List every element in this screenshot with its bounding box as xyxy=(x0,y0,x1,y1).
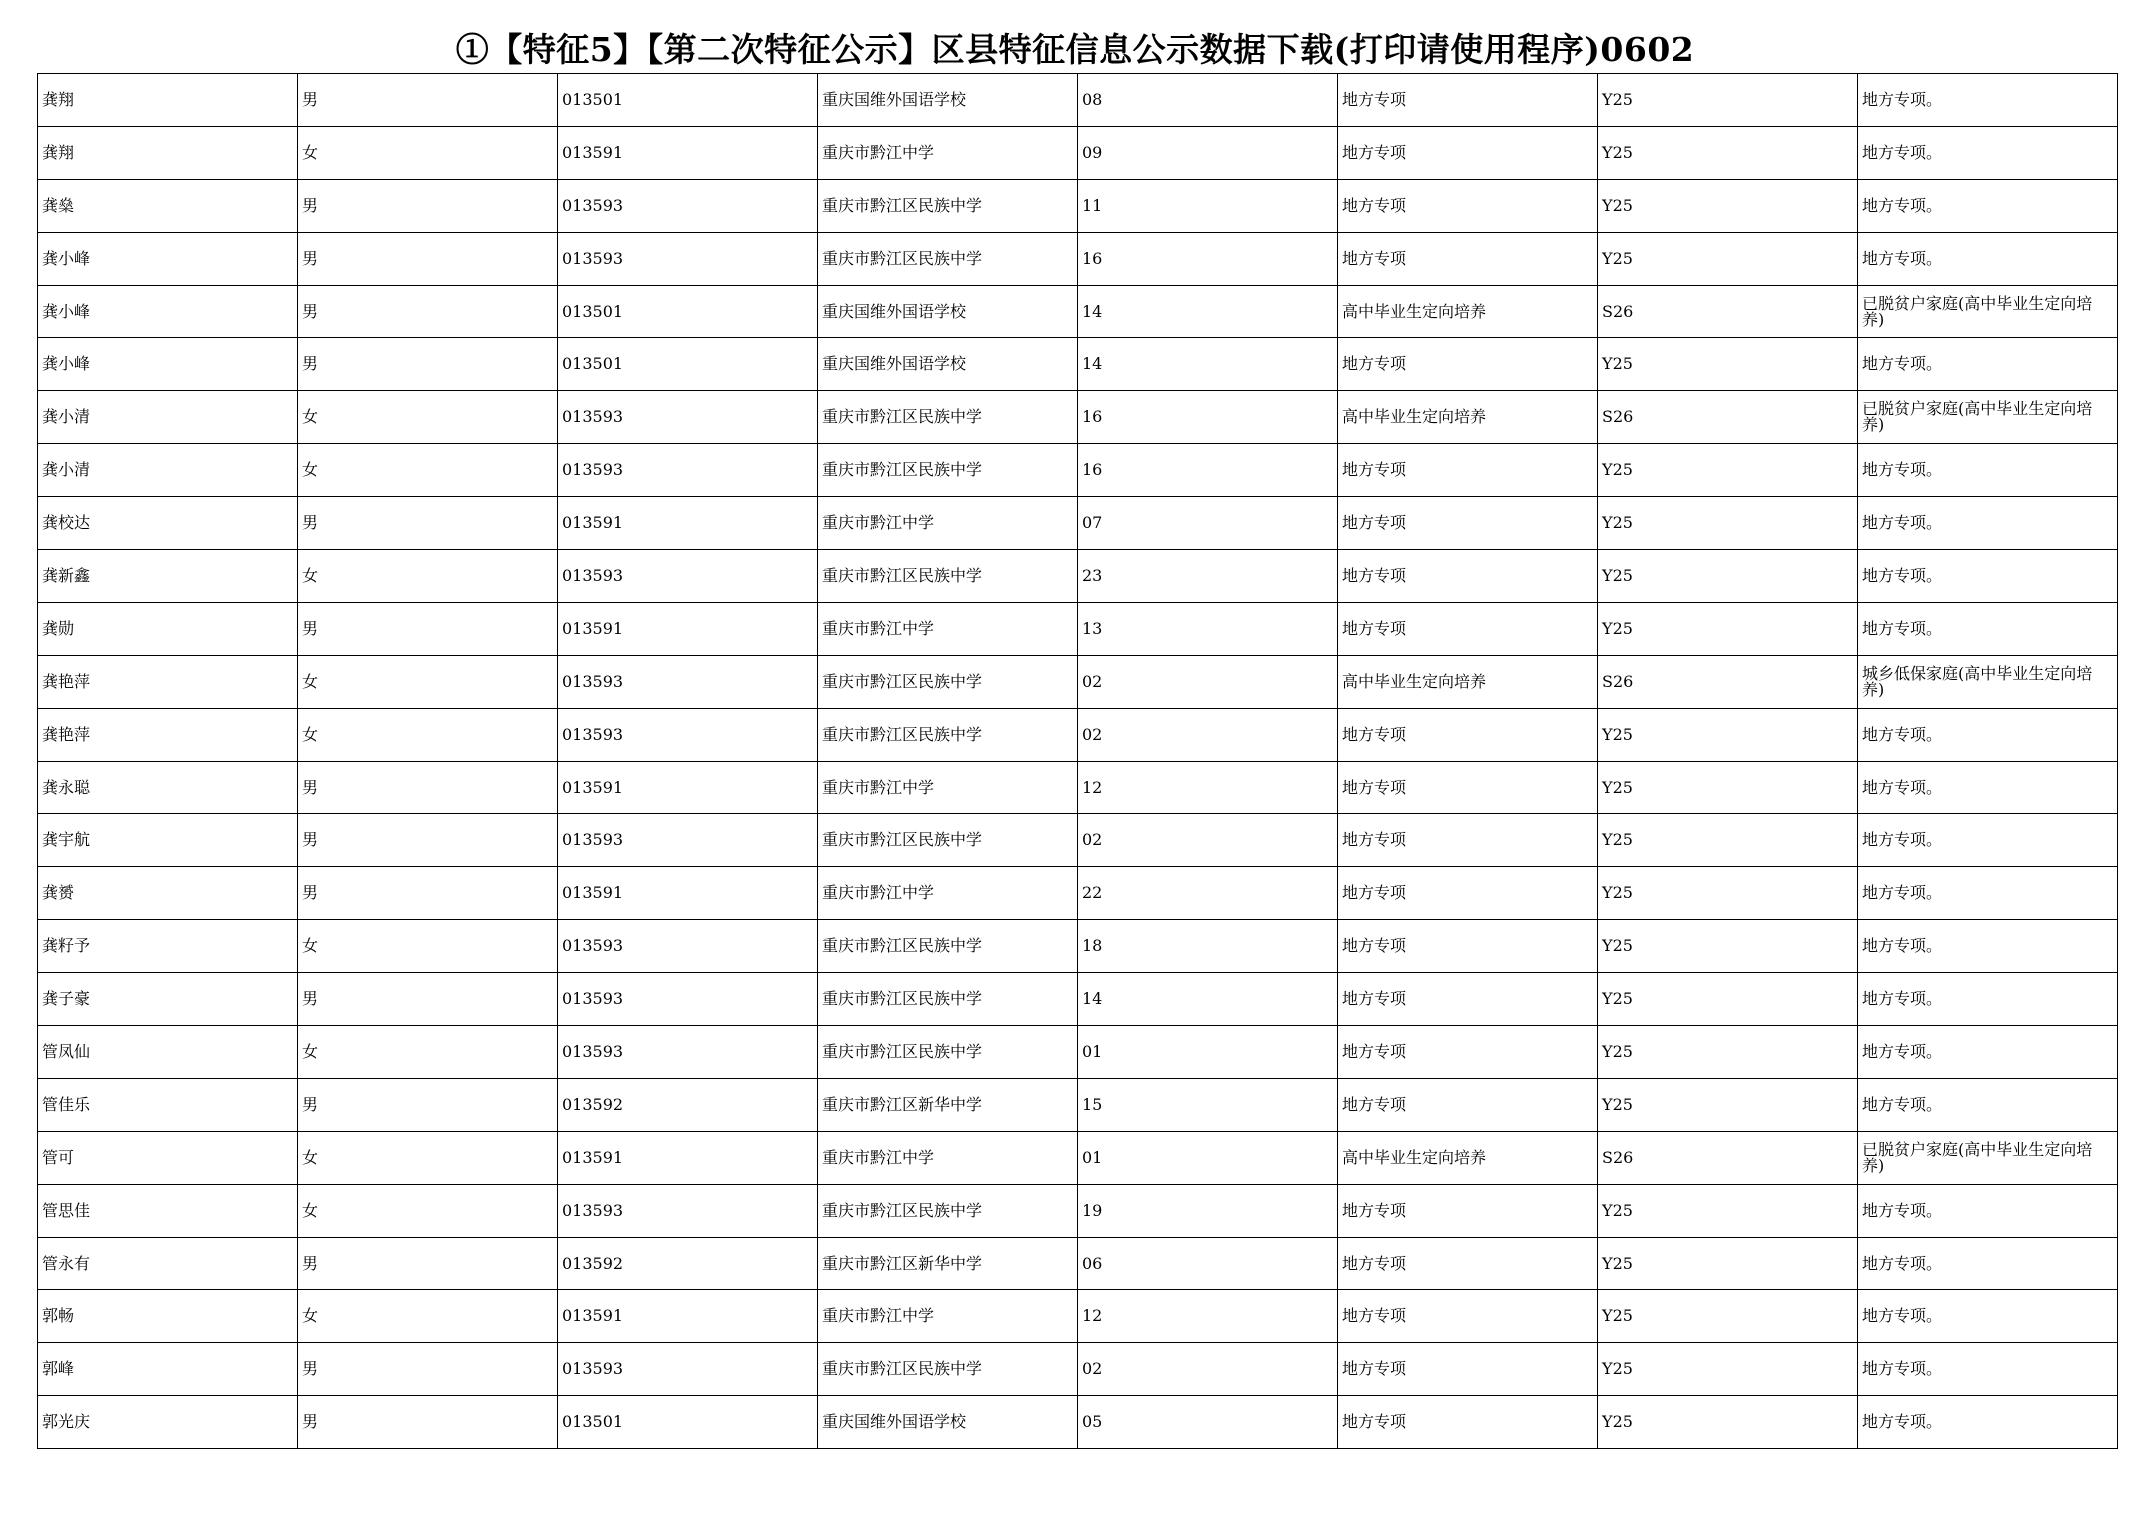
gender-cell: 女 xyxy=(298,1184,558,1237)
class-number-cell: 01 xyxy=(1078,1131,1338,1184)
code-cell: Y25 xyxy=(1598,1343,1858,1396)
table-row xyxy=(38,867,2118,920)
category-cell: 地方专项 xyxy=(1338,338,1598,391)
class-number-cell: 02 xyxy=(1078,814,1338,867)
gender-cell: 男 xyxy=(298,1078,558,1131)
school-cell: 重庆市黔江中学 xyxy=(818,1290,1078,1343)
class-number-cell: 14 xyxy=(1078,338,1338,391)
remark-cell: 地方专项。 xyxy=(1858,444,2118,497)
code-cell: Y25 xyxy=(1598,602,1858,655)
class-number-cell: 16 xyxy=(1078,391,1338,444)
remark-cell: 地方专项。 xyxy=(1858,126,2118,179)
school-code-cell: 013592 xyxy=(558,1237,818,1290)
table-row xyxy=(38,1290,2118,1343)
name-cell: 龚艳萍 xyxy=(38,708,298,761)
school-code-cell: 013593 xyxy=(558,232,818,285)
school-cell: 重庆市黔江区民族中学 xyxy=(818,814,1078,867)
school-cell: 重庆国维外国语学校 xyxy=(818,285,1078,338)
category-cell: 地方专项 xyxy=(1338,232,1598,285)
gender-cell: 女 xyxy=(298,444,558,497)
school-code-cell: 013593 xyxy=(558,655,818,708)
school-cell: 重庆市黔江区新华中学 xyxy=(818,1237,1078,1290)
school-code-cell: 013593 xyxy=(558,708,818,761)
category-cell: 地方专项 xyxy=(1338,74,1598,127)
gender-cell: 女 xyxy=(298,126,558,179)
remark-cell: 已脱贫户家庭(高中毕业生定向培养) xyxy=(1858,1131,2118,1184)
code-cell: Y25 xyxy=(1598,1290,1858,1343)
school-code-cell: 013501 xyxy=(558,338,818,391)
name-cell: 龚翔 xyxy=(38,126,298,179)
table-row xyxy=(38,444,2118,497)
category-cell: 地方专项 xyxy=(1338,602,1598,655)
remark-cell: 地方专项。 xyxy=(1858,1026,2118,1079)
school-cell: 重庆市黔江区民族中学 xyxy=(818,179,1078,232)
table-row xyxy=(38,126,2118,179)
gender-cell: 男 xyxy=(298,338,558,391)
category-cell: 地方专项 xyxy=(1338,497,1598,550)
school-cell: 重庆国维外国语学校 xyxy=(818,338,1078,391)
remark-cell: 地方专项。 xyxy=(1858,1078,2118,1131)
remark-cell: 地方专项。 xyxy=(1858,920,2118,973)
code-cell: S26 xyxy=(1598,1131,1858,1184)
table-row xyxy=(38,1026,2118,1079)
school-code-cell: 013593 xyxy=(558,179,818,232)
remark-cell: 城乡低保家庭(高中毕业生定向培养) xyxy=(1858,655,2118,708)
remark-cell: 地方专项。 xyxy=(1858,867,2118,920)
name-cell: 郭光庆 xyxy=(38,1396,298,1449)
name-cell: 龚小峰 xyxy=(38,338,298,391)
gender-cell: 女 xyxy=(298,1026,558,1079)
gender-cell: 女 xyxy=(298,655,558,708)
table-row xyxy=(38,1237,2118,1290)
name-cell: 龚新鑫 xyxy=(38,550,298,603)
remark-cell: 已脱贫户家庭(高中毕业生定向培养) xyxy=(1858,391,2118,444)
class-number-cell: 12 xyxy=(1078,761,1338,814)
category-cell: 地方专项 xyxy=(1338,444,1598,497)
school-code-cell: 013593 xyxy=(558,920,818,973)
remark-cell: 已脱贫户家庭(高中毕业生定向培养) xyxy=(1858,285,2118,338)
class-number-cell: 11 xyxy=(1078,179,1338,232)
code-cell: Y25 xyxy=(1598,232,1858,285)
name-cell: 龚籽予 xyxy=(38,920,298,973)
code-cell: Y25 xyxy=(1598,973,1858,1026)
gender-cell: 男 xyxy=(298,814,558,867)
name-cell: 管凤仙 xyxy=(38,1026,298,1079)
school-code-cell: 013591 xyxy=(558,867,818,920)
gender-cell: 女 xyxy=(298,550,558,603)
gender-cell: 男 xyxy=(298,232,558,285)
name-cell: 龚小清 xyxy=(38,391,298,444)
school-cell: 重庆市黔江区民族中学 xyxy=(818,973,1078,1026)
table-row xyxy=(38,1396,2118,1449)
table-row xyxy=(38,602,2118,655)
school-cell: 重庆国维外国语学校 xyxy=(818,74,1078,127)
school-code-cell: 013591 xyxy=(558,497,818,550)
gender-cell: 男 xyxy=(298,1237,558,1290)
category-cell: 高中毕业生定向培养 xyxy=(1338,285,1598,338)
name-cell: 管永有 xyxy=(38,1237,298,1290)
class-number-cell: 06 xyxy=(1078,1237,1338,1290)
school-cell: 重庆国维外国语学校 xyxy=(818,1396,1078,1449)
table-row xyxy=(38,1343,2118,1396)
table-row xyxy=(38,497,2118,550)
school-code-cell: 013593 xyxy=(558,973,818,1026)
code-cell: Y25 xyxy=(1598,444,1858,497)
table-row xyxy=(38,550,2118,603)
school-cell: 重庆市黔江区民族中学 xyxy=(818,1026,1078,1079)
gender-cell: 女 xyxy=(298,1131,558,1184)
school-code-cell: 013593 xyxy=(558,444,818,497)
name-cell: 管可 xyxy=(38,1131,298,1184)
category-cell: 地方专项 xyxy=(1338,973,1598,1026)
table-row xyxy=(38,232,2118,285)
remark-cell: 地方专项。 xyxy=(1858,814,2118,867)
class-number-cell: 13 xyxy=(1078,602,1338,655)
name-cell: 龚永聪 xyxy=(38,761,298,814)
name-cell: 龚艳萍 xyxy=(38,655,298,708)
code-cell: S26 xyxy=(1598,285,1858,338)
remark-cell: 地方专项。 xyxy=(1858,1343,2118,1396)
school-code-cell: 013593 xyxy=(558,550,818,603)
class-number-cell: 02 xyxy=(1078,655,1338,708)
remark-cell: 地方专项。 xyxy=(1858,550,2118,603)
school-cell: 重庆市黔江区民族中学 xyxy=(818,232,1078,285)
table-row xyxy=(38,391,2118,444)
category-cell: 地方专项 xyxy=(1338,1396,1598,1449)
category-cell: 地方专项 xyxy=(1338,1237,1598,1290)
table-row xyxy=(38,1078,2118,1131)
table-row xyxy=(38,74,2118,127)
school-cell: 重庆市黔江区民族中学 xyxy=(818,1184,1078,1237)
name-cell: 龚宇航 xyxy=(38,814,298,867)
table-row xyxy=(38,1131,2118,1184)
category-cell: 地方专项 xyxy=(1338,1078,1598,1131)
remark-cell: 地方专项。 xyxy=(1858,761,2118,814)
code-cell: Y25 xyxy=(1598,179,1858,232)
school-code-cell: 013593 xyxy=(558,1026,818,1079)
code-cell: Y25 xyxy=(1598,126,1858,179)
school-cell: 重庆市黔江区民族中学 xyxy=(818,391,1078,444)
school-code-cell: 013591 xyxy=(558,1290,818,1343)
gender-cell: 男 xyxy=(298,1396,558,1449)
school-code-cell: 013591 xyxy=(558,1131,818,1184)
school-code-cell: 013593 xyxy=(558,1343,818,1396)
school-cell: 重庆市黔江中学 xyxy=(818,126,1078,179)
class-number-cell: 16 xyxy=(1078,232,1338,285)
class-number-cell: 09 xyxy=(1078,126,1338,179)
table-row xyxy=(38,179,2118,232)
school-cell: 重庆市黔江区民族中学 xyxy=(818,655,1078,708)
gender-cell: 男 xyxy=(298,602,558,655)
name-cell: 龚赟 xyxy=(38,867,298,920)
code-cell: Y25 xyxy=(1598,1184,1858,1237)
table-row xyxy=(38,1184,2118,1237)
school-code-cell: 013593 xyxy=(558,391,818,444)
gender-cell: 女 xyxy=(298,708,558,761)
school-cell: 重庆市黔江区民族中学 xyxy=(818,708,1078,761)
school-cell: 重庆市黔江区民族中学 xyxy=(818,1343,1078,1396)
category-cell: 地方专项 xyxy=(1338,867,1598,920)
code-cell: Y25 xyxy=(1598,550,1858,603)
name-cell: 龚小清 xyxy=(38,444,298,497)
class-number-cell: 02 xyxy=(1078,1343,1338,1396)
class-number-cell: 14 xyxy=(1078,285,1338,338)
table-row xyxy=(38,973,2118,1026)
code-cell: Y25 xyxy=(1598,74,1858,127)
code-cell: Y25 xyxy=(1598,761,1858,814)
remark-cell: 地方专项。 xyxy=(1858,1184,2118,1237)
category-cell: 地方专项 xyxy=(1338,708,1598,761)
name-cell: 龚勋 xyxy=(38,602,298,655)
remark-cell: 地方专项。 xyxy=(1858,1237,2118,1290)
category-cell: 地方专项 xyxy=(1338,814,1598,867)
name-cell: 龚翔 xyxy=(38,74,298,127)
table-row xyxy=(38,708,2118,761)
category-cell: 高中毕业生定向培养 xyxy=(1338,391,1598,444)
name-cell: 郭畅 xyxy=(38,1290,298,1343)
gender-cell: 男 xyxy=(298,74,558,127)
school-cell: 重庆市黔江中学 xyxy=(818,602,1078,655)
gender-cell: 男 xyxy=(298,867,558,920)
school-cell: 重庆市黔江区民族中学 xyxy=(818,920,1078,973)
code-cell: S26 xyxy=(1598,391,1858,444)
school-code-cell: 013593 xyxy=(558,814,818,867)
remark-cell: 地方专项。 xyxy=(1858,338,2118,391)
gender-cell: 女 xyxy=(298,391,558,444)
code-cell: Y25 xyxy=(1598,1026,1858,1079)
table-row xyxy=(38,655,2118,708)
table-row xyxy=(38,814,2118,867)
school-cell: 重庆市黔江中学 xyxy=(818,497,1078,550)
gender-cell: 男 xyxy=(298,179,558,232)
category-cell: 地方专项 xyxy=(1338,1026,1598,1079)
code-cell: Y25 xyxy=(1598,1396,1858,1449)
class-number-cell: 15 xyxy=(1078,1078,1338,1131)
code-cell: Y25 xyxy=(1598,338,1858,391)
page-title: ①【特征5】【第二次特征公示】区县特征信息公示数据下载(打印请使用程序)0602 xyxy=(455,30,1695,69)
school-code-cell: 013591 xyxy=(558,126,818,179)
class-number-cell: 16 xyxy=(1078,444,1338,497)
gender-cell: 男 xyxy=(298,1343,558,1396)
table-row xyxy=(38,920,2118,973)
code-cell: Y25 xyxy=(1598,920,1858,973)
class-number-cell: 18 xyxy=(1078,920,1338,973)
table-row xyxy=(38,338,2118,391)
code-cell: Y25 xyxy=(1598,1237,1858,1290)
school-code-cell: 013593 xyxy=(558,1184,818,1237)
category-cell: 地方专项 xyxy=(1338,550,1598,603)
remark-cell: 地方专项。 xyxy=(1858,973,2118,1026)
data-table xyxy=(37,73,2118,1449)
name-cell: 龚子豪 xyxy=(38,973,298,1026)
code-cell: S26 xyxy=(1598,655,1858,708)
school-code-cell: 013501 xyxy=(558,1396,818,1449)
name-cell: 管佳乐 xyxy=(38,1078,298,1131)
code-cell: Y25 xyxy=(1598,497,1858,550)
school-code-cell: 013591 xyxy=(558,602,818,655)
school-cell: 重庆市黔江中学 xyxy=(818,1131,1078,1184)
gender-cell: 男 xyxy=(298,285,558,338)
class-number-cell: 08 xyxy=(1078,74,1338,127)
code-cell: Y25 xyxy=(1598,708,1858,761)
class-number-cell: 05 xyxy=(1078,1396,1338,1449)
class-number-cell: 01 xyxy=(1078,1026,1338,1079)
name-cell: 龚小峰 xyxy=(38,232,298,285)
code-cell: Y25 xyxy=(1598,814,1858,867)
remark-cell: 地方专项。 xyxy=(1858,232,2118,285)
class-number-cell: 14 xyxy=(1078,973,1338,1026)
school-code-cell: 013501 xyxy=(558,285,818,338)
remark-cell: 地方专项。 xyxy=(1858,708,2118,761)
category-cell: 地方专项 xyxy=(1338,920,1598,973)
class-number-cell: 12 xyxy=(1078,1290,1338,1343)
school-cell: 重庆市黔江区民族中学 xyxy=(818,444,1078,497)
category-cell: 高中毕业生定向培养 xyxy=(1338,655,1598,708)
school-code-cell: 013501 xyxy=(558,74,818,127)
class-number-cell: 19 xyxy=(1078,1184,1338,1237)
remark-cell: 地方专项。 xyxy=(1858,1290,2118,1343)
table-body xyxy=(38,74,2118,1449)
category-cell: 地方专项 xyxy=(1338,126,1598,179)
gender-cell: 男 xyxy=(298,497,558,550)
school-code-cell: 013591 xyxy=(558,761,818,814)
name-cell: 龚校达 xyxy=(38,497,298,550)
class-number-cell: 02 xyxy=(1078,708,1338,761)
gender-cell: 男 xyxy=(298,973,558,1026)
school-cell: 重庆市黔江区新华中学 xyxy=(818,1078,1078,1131)
code-cell: Y25 xyxy=(1598,1078,1858,1131)
gender-cell: 男 xyxy=(298,761,558,814)
name-cell: 郭峰 xyxy=(38,1343,298,1396)
remark-cell: 地方专项。 xyxy=(1858,1396,2118,1449)
gender-cell: 女 xyxy=(298,1290,558,1343)
class-number-cell: 07 xyxy=(1078,497,1338,550)
gender-cell: 女 xyxy=(298,920,558,973)
school-code-cell: 013592 xyxy=(558,1078,818,1131)
class-number-cell: 23 xyxy=(1078,550,1338,603)
remark-cell: 地方专项。 xyxy=(1858,497,2118,550)
school-cell: 重庆市黔江区民族中学 xyxy=(818,550,1078,603)
remark-cell: 地方专项。 xyxy=(1858,602,2118,655)
class-number-cell: 22 xyxy=(1078,867,1338,920)
category-cell: 地方专项 xyxy=(1338,1184,1598,1237)
category-cell: 地方专项 xyxy=(1338,179,1598,232)
category-cell: 地方专项 xyxy=(1338,1290,1598,1343)
code-cell: Y25 xyxy=(1598,867,1858,920)
category-cell: 地方专项 xyxy=(1338,761,1598,814)
table-row xyxy=(38,761,2118,814)
name-cell: 龚燊 xyxy=(38,179,298,232)
name-cell: 管思佳 xyxy=(38,1184,298,1237)
remark-cell: 地方专项。 xyxy=(1858,74,2118,127)
category-cell: 高中毕业生定向培养 xyxy=(1338,1131,1598,1184)
school-cell: 重庆市黔江中学 xyxy=(818,867,1078,920)
school-cell: 重庆市黔江中学 xyxy=(818,761,1078,814)
name-cell: 龚小峰 xyxy=(38,285,298,338)
category-cell: 地方专项 xyxy=(1338,1343,1598,1396)
remark-cell: 地方专项。 xyxy=(1858,179,2118,232)
table-row xyxy=(38,285,2118,338)
